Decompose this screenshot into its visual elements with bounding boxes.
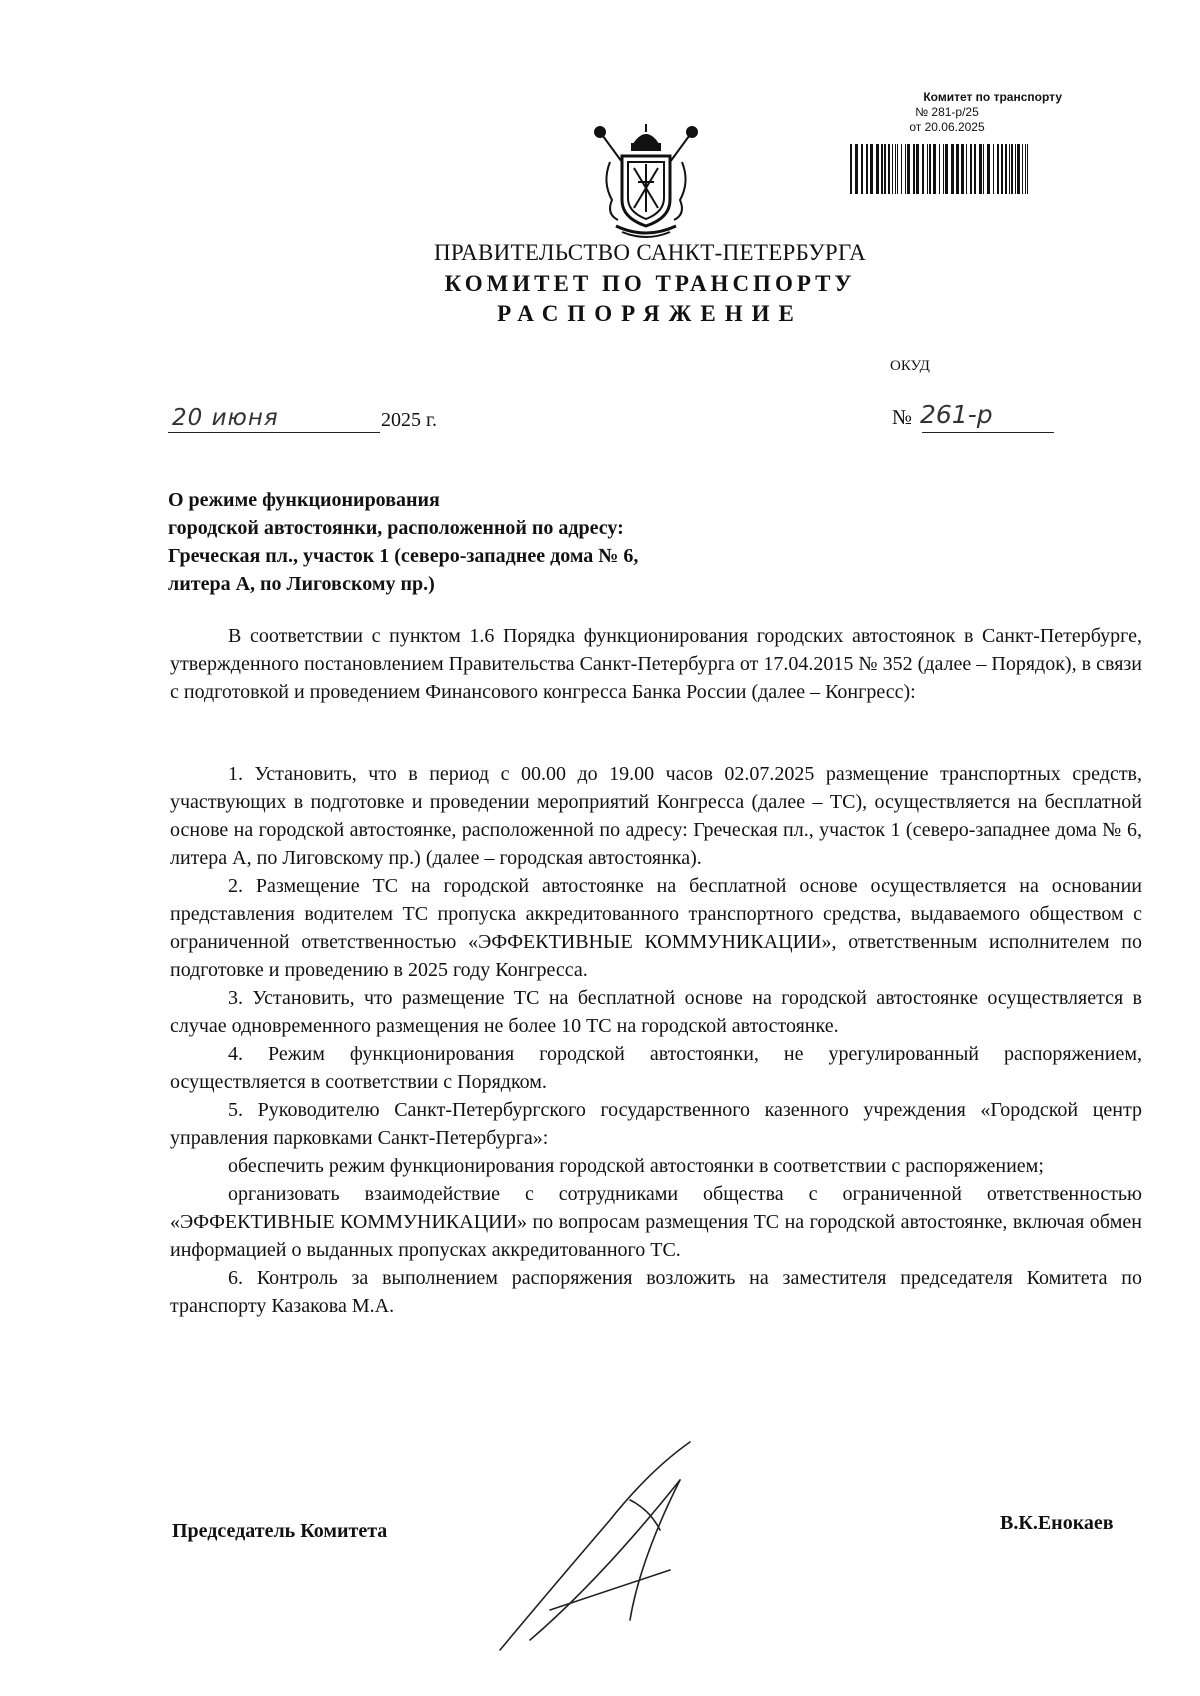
barcode-bar [876, 144, 879, 194]
committee-title: КОМИТЕТ ПО ТРАНСПОРТУ [444, 271, 856, 296]
barcode-bar [1027, 144, 1028, 194]
barcode-bar [892, 144, 893, 194]
order-item: 4. Режим функционирования городской автостоянки, не урегулированный распоряжением, осуществляется в соответствии с Порядком. [170, 1043, 1142, 1093]
subject-line: городской автостоянки, расположенной по адресу: [168, 517, 624, 539]
barcode-bar [974, 144, 976, 194]
barcode-bar [945, 144, 948, 194]
barcode-bar [913, 144, 915, 194]
barcode-bar [922, 144, 924, 194]
barcode-bar [897, 144, 898, 194]
barcode-bar [884, 144, 886, 194]
barcode-bar [987, 144, 990, 194]
number-handwritten: 261-р [920, 400, 993, 429]
barcode-bar [1005, 144, 1007, 194]
document-type: РАСПОРЯЖЕНИЕ [497, 301, 803, 326]
barcode-bar [966, 144, 967, 194]
barcode-bar [895, 144, 896, 194]
barcode-bar [997, 144, 999, 194]
barcode-bar [916, 144, 919, 194]
barcode-bar [850, 144, 852, 194]
barcode-bar [1017, 144, 1020, 194]
date-handwritten: 20 июня [172, 405, 279, 431]
barcode-bar [866, 144, 868, 194]
barcode-bar [961, 144, 964, 194]
order-item: 5. Руководителю Санкт-Петербургского государственного казенного учреждения «Городской центр управления парковками Санкт-Петербурга»: [170, 1099, 1142, 1149]
barcode-bar [861, 144, 863, 194]
barcode-bar [1022, 144, 1023, 194]
order-items [170, 760, 1142, 1320]
barcode-bar [1011, 144, 1013, 194]
barcode [848, 144, 1032, 202]
subject-line: О режиме функционирования [168, 489, 440, 511]
stamp-number: № 281-р/25 [915, 105, 979, 119]
barcode-bar [993, 144, 994, 194]
date-year: 2025 г. [381, 409, 437, 431]
stamp-org: Комитет по транспорту [923, 90, 1062, 104]
barcode-bar [933, 144, 936, 194]
barcode-bar [1025, 144, 1026, 194]
order-subitem: обеспечить режим функционирования городской автостоянки в соответствии с распоряжением; [228, 1155, 1044, 1177]
coat-of-arms-emblem [592, 122, 700, 240]
barcode-bar [970, 144, 972, 194]
signatory-position: Председатель Комитета [172, 1520, 388, 1542]
barcode-bar [929, 144, 931, 194]
signatory-name: В.К.Енокаев [1000, 1512, 1114, 1534]
document-subject [168, 486, 788, 598]
okud-label: ОКУД [890, 358, 930, 374]
barcode-bar [939, 144, 940, 194]
barcode-bar [870, 144, 873, 194]
barcode-bar [943, 144, 944, 194]
order-item: 2. Размещение ТС на городской автостоянке на бесплатной основе осуществляется на основании представления водителем ТС пропуска аккредитованного транспортного средства, выдаваемого обществом с ограниченной ответственностью «ЭФФЕКТИВНЫЕ КОММУНИКАЦИИ», ответственным исполнителем по подготовке и проведению в 2025 году Конгресса. [170, 875, 1142, 981]
preamble-text: В соответствии с пунктом 1.6 Порядка функционирования городских автостоянок в Санкт-Петербурге, утвержденного постановлением Правительства Санкт-Петербурга от 17.04.2015 № 352 (далее – Порядок), в связи с подготовкой и проведением Финансового конгресса Банка России (далее – Конгресс): [170, 625, 1142, 703]
barcode-bar [951, 144, 954, 194]
barcode-bar [1009, 144, 1010, 194]
barcode-bar [927, 144, 928, 194]
barcode-bar [907, 144, 910, 194]
barcode-bar [983, 144, 984, 194]
preamble [170, 622, 1142, 706]
order-item: 6. Контроль за выполнением распоряжения возложить на заместителя председателя Комитета по транспорту Казакова М.А. [170, 1267, 1142, 1317]
barcode-bar [1001, 144, 1003, 194]
barcode-bar [979, 144, 982, 194]
subject-line: Греческая пл., участок 1 (северо-западнее дома № 6, [168, 545, 639, 567]
registration-stamp [852, 90, 1072, 135]
barcode-bar [901, 144, 902, 194]
barcode-bar [1015, 144, 1016, 194]
number-label: № [892, 405, 913, 429]
order-item: 3. Установить, что размещение ТС на бесплатной основе на городской автостоянке осуществляется в случае одновременного размещения не более 10 ТС на городской автостоянке. [170, 987, 1142, 1037]
barcode-bar [905, 144, 906, 194]
barcode-bar [888, 144, 890, 194]
government-title: ПРАВИТЕЛЬСТВО САНКТ-ПЕТЕРБУРГА [433, 240, 867, 265]
barcode-bar [881, 144, 883, 194]
handwritten-signature [490, 1440, 750, 1655]
barcode-bar [855, 144, 858, 194]
order-item: 1. Установить, что в период с 00.00 до 19.00 часов 02.07.2025 размещение транспортных средств, участвующих в подготовке и проведении мероприятий Конгресса (далее – ТС), осуществляется на бесплатной основе на городской автостоянке, расположенной по адресу: Греческая пл., участок 1 (северо-западнее дома № 6, литера А, по Лиговскому пр.) (далее – городская автостоянка). [170, 763, 1142, 869]
order-subitem: организовать взаимодействие с сотрудниками общества с ограниченной ответственностью «ЭФФЕКТИВНЫЕ КОММУНИКАЦИИ» по вопросам размещения ТС на городской автостоянке, включая обмен информацией о выданных пропусках аккредитованного ТС. [170, 1183, 1142, 1261]
subject-line: литера А, по Лиговскому пр.) [168, 573, 435, 595]
stamp-date: от 20.06.2025 [909, 120, 985, 134]
barcode-bar [956, 144, 959, 194]
